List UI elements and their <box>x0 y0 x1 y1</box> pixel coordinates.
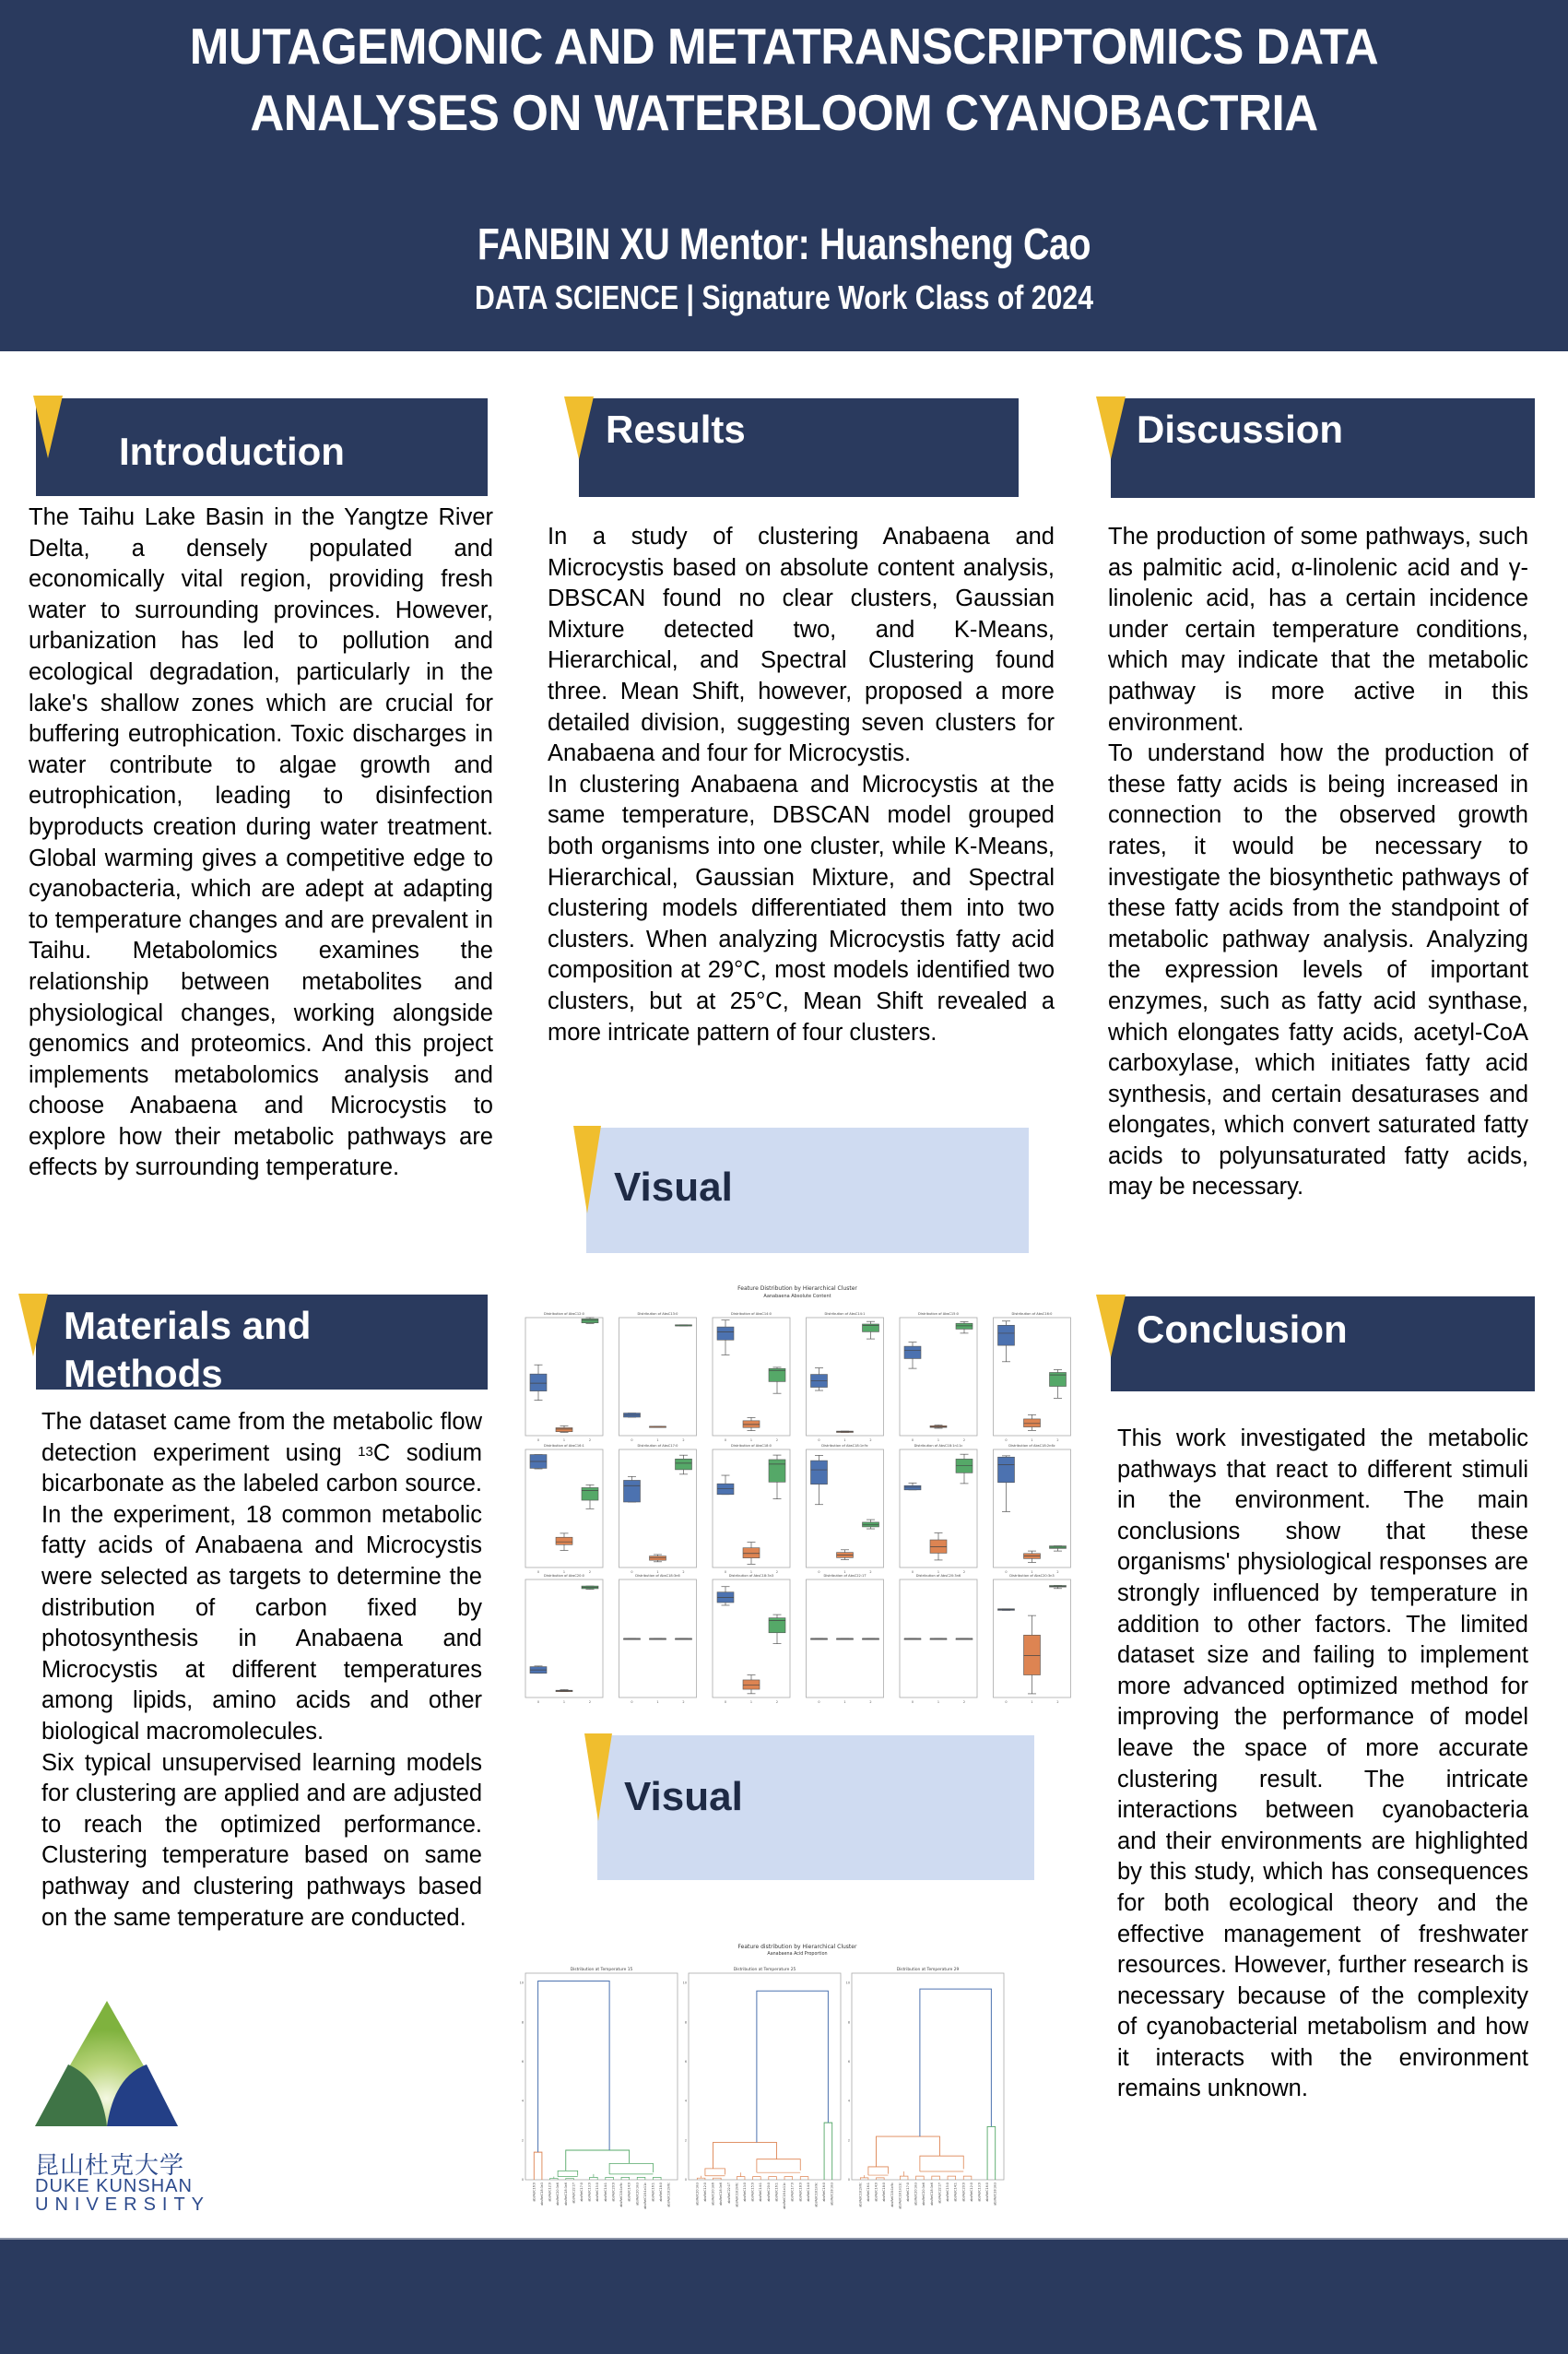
leaf-label: absRelC18:1n11c <box>898 2182 902 2209</box>
panel-title: Distribution of AbsC14:0 <box>731 1312 772 1316</box>
box-cluster-1 <box>1024 1419 1041 1427</box>
y-tick-label: 2 <box>521 2138 524 2143</box>
box-cluster-2 <box>1050 1372 1067 1386</box>
boxplot-panel <box>900 1574 977 1704</box>
box-cluster-0 <box>624 1480 641 1502</box>
x-tick-label: 0 <box>1005 1700 1008 1704</box>
panel-title: Distribution at Temperature 29 <box>896 1968 960 1972</box>
panel-title: Distribution of AbsC12:0 <box>544 1312 584 1316</box>
boxplot-panel <box>900 1444 977 1574</box>
leaf-label: absRelC18:0 <box>798 2182 803 2202</box>
results-heading-bar <box>579 398 1019 497</box>
leaf-label: absRelC20:0 <box>766 2182 771 2202</box>
y-tick-label: 6 <box>521 2060 524 2064</box>
x-tick-label: 2 <box>1056 1438 1059 1442</box>
visual-heading-bar-2 <box>597 1735 1034 1880</box>
gold-flag-icon <box>1096 396 1126 459</box>
leaf-label: absRelC22:1T <box>937 2182 942 2204</box>
x-tick-label: 0 <box>818 1700 820 1704</box>
leaf-label: absRelC12:0 <box>702 2182 707 2202</box>
methods-heading-line-1: Materials and <box>64 1304 312 1347</box>
leaf-label: absRelC14:0 <box>806 2182 810 2202</box>
x-tick-label: 1 <box>562 1570 566 1574</box>
x-tick-label: 2 <box>869 1438 872 1442</box>
leaf-label: absRelC17:0 <box>579 2182 584 2202</box>
box-cluster-0 <box>530 1374 547 1390</box>
conclusion-heading-bar <box>1111 1296 1535 1391</box>
x-tick-label: 2 <box>775 1570 779 1574</box>
introduction-heading: Introduction <box>119 430 345 473</box>
y-tick-label: 0 <box>684 2178 687 2182</box>
panel-frame <box>689 1973 841 2180</box>
leaf-label: absRelC17:0 <box>905 2182 910 2202</box>
leaf-label: absRelC18:3n3 <box>830 2182 834 2206</box>
panel-title: Distribution at Temperature 15 <box>570 1968 633 1972</box>
x-tick-label: 1 <box>937 1570 940 1574</box>
leaf-label: absRelC16:0 <box>532 2182 536 2202</box>
x-tick-label: 2 <box>682 1438 685 1442</box>
panel-title: Distribution of AbsC17:0 <box>637 1444 678 1448</box>
panel-title: Distribution of AbsC15:0 <box>918 1312 959 1316</box>
x-tick-label: 2 <box>1056 1570 1059 1574</box>
y-tick-label: 6 <box>847 2060 850 2064</box>
box-cluster-0 <box>811 1461 828 1485</box>
x-tick-label: 2 <box>588 1700 592 1704</box>
boxplot-panel <box>525 1312 603 1442</box>
gold-flag-icon <box>573 1126 601 1213</box>
panel-frame <box>852 1973 1004 2180</box>
leaf-label: absRelC18:0 <box>659 2182 664 2202</box>
conclusion-text: This work investigated the metabolic pathways that react to different stimuli in the environment. The main conclusions show that these organisms' physiological responses are strongly influenced by temperature in addition to other factors. The limited dataset size and failing to implement more advanced optimized method for improving the performance of model leave the space of more accurate clustering result. The intricate interactions between cyanobacteria and their environments are highlighted by this study, which has consequences for both ecological theory and the effective management of freshwater resources. However, further research is necessary because of the complexity of cyanobacterial metabolism and how it interacts with the environment remains unknown. <box>1117 1425 1528 2102</box>
leaf-label: absRelC18:2n6c <box>735 2182 739 2207</box>
panel-frame <box>900 1318 977 1436</box>
boxplot-panel <box>525 1574 603 1704</box>
y-tick-label: 0 <box>521 2178 524 2182</box>
logo-english-line-2: UNIVERSITY <box>35 2194 211 2215</box>
results-heading: Results <box>606 408 746 451</box>
y-tick-label: 10 <box>682 1981 687 1985</box>
box-cluster-2 <box>582 1487 598 1500</box>
x-tick-label: 2 <box>775 1438 779 1442</box>
methods-paragraph-1: The dataset came from the metabolic flow detection experiment using $^{13}$C sodium bicarbonate as the labeled carbon source. In the experiment, 18 common metabolic fatty acids of Anabaena and Microcystis were selected as targets to determine the distribution of carbon fixed by photosynthesis in Anabaena and Microcystis at different temperatures among lipids, amino acids and other biological macromolecules. <box>41 1409 482 1745</box>
leaf-label: absRelC18:3n6 <box>563 2182 568 2206</box>
leaf-label: absRelC20:3n3 <box>695 2182 700 2206</box>
panel-title: Distribution of AbsC18:2n6c <box>1008 1444 1055 1448</box>
methods-text <box>41 1407 482 1934</box>
results-text <box>548 522 1055 1048</box>
box-cluster-2 <box>956 1323 973 1329</box>
boxplot-panel <box>619 1574 697 1704</box>
mountain-logo-icon <box>35 2001 192 2139</box>
x-tick-label: 1 <box>656 1700 659 1704</box>
gold-flag-icon <box>33 396 63 458</box>
leaf-label: absRelC20:3n3 <box>914 2182 918 2206</box>
panel-frame <box>525 1579 603 1697</box>
poster-header <box>0 0 1568 351</box>
x-tick-label: 0 <box>536 1570 540 1574</box>
introduction-text: The Taihu Lake Basin in the Yangtze River Delta, a densely populated and economically vital region, providing fresh water to surrounding provinces. However, urbanization has led to pollution and ecological degradation, particularly in the lake's shallow zones which are crucial for buffering eutrophication. Toxic discharges in water contribute to algae growth and eutrophication, leading to disinfection byproducts creation during water treatment. Global warming gives a competitive edge to cyanobacteria, which are adept at adapting to temperature changes and are prevalent in Taihu. Metabolomics examines the relationship between metabolites and physiological changes, working alongside genomics and proteomics. And this project implements metabolomics analysis and choose Anabaena and Microcystis to explore how their metabolic pathways are effects by surrounding temperature. <box>29 504 493 1181</box>
discussion-paragraph-2: To understand how the production of these fatty acids is being increased in connection to the observed growth rates, it would be necessary to investigate the biosynthetic pathways of these fatty acids from the standpoint of metabolic pathway analysis. Analyzing the expression levels of important enzymes, such as fatty acid synthase, which elongates fatty acids, acetyl-CoA carboxylase, which initiates fatty acid synthesis, and certain desaturases and elongates, which convert saturated fatty acids to polyunsaturated fatty acids, may be necessary. <box>1108 740 1528 1201</box>
boxplot-panel <box>807 1574 884 1704</box>
x-tick-label: 1 <box>937 1700 940 1704</box>
leaf-label: absRelC15:0 <box>750 2182 755 2202</box>
chart-title: Feature Distribution by Hierarchical Cluster <box>737 1285 857 1292</box>
y-tick-label: 8 <box>521 2020 524 2025</box>
x-tick-label: 0 <box>911 1438 914 1442</box>
boxplot-panel <box>619 1444 697 1574</box>
y-tick-label: 10 <box>519 1981 524 1985</box>
leaf-label: absRelC16:1 <box>774 2182 779 2202</box>
conclusion-heading: Conclusion <box>1137 1307 1348 1351</box>
x-tick-label: 1 <box>656 1570 659 1574</box>
leaf-label: absRelC18:2n6c <box>666 2182 671 2207</box>
x-tick-label: 2 <box>682 1700 685 1704</box>
leaf-label: absRelC16:1 <box>866 2182 870 2202</box>
leaf-label: absRelC22:1T <box>726 2182 731 2204</box>
boxplot-panel <box>807 1312 884 1442</box>
y-tick-label: 4 <box>521 2099 524 2103</box>
boxplot-panel <box>713 1312 790 1442</box>
discussion-heading: Discussion <box>1137 408 1344 451</box>
boxplot-figure <box>516 1277 1079 1704</box>
poster-title <box>55 13 1514 146</box>
logo-english-line-1: DUKE KUNSHAN <box>35 2176 193 2196</box>
boxplot-panel <box>807 1444 884 1574</box>
leaf-label: absRelC14:1 <box>953 2182 958 2202</box>
leaf-label: absRelC18:3n3 <box>993 2182 997 2206</box>
results-paragraph-1: In a study of clustering Anabaena and Microcystis based on absolute content analysis, DBSCAN found no clear clusters, Gaussian Mixture detected two, and K-Means, Hierarchical, and Spectral Clustering found three. Mean Shift, however, proposed a more detailed division, suggesting seven clusters for Anabaena and four for Microcystis. <box>548 524 1055 767</box>
panel-title: Distribution of AbsC13:0 <box>637 1312 678 1316</box>
boxplot-panel <box>713 1444 790 1574</box>
box-cluster-2 <box>582 1319 598 1322</box>
discussion-text <box>1108 522 1528 1203</box>
x-tick-label: 0 <box>911 1570 914 1574</box>
x-tick-label: 1 <box>749 1570 753 1574</box>
box-cluster-1 <box>556 1537 572 1544</box>
panel-title: Distribution of AbsC18:3n3 <box>728 1574 774 1578</box>
x-tick-label: 1 <box>843 1438 846 1442</box>
y-tick-label: 2 <box>847 2138 850 2143</box>
box-cluster-1 <box>1024 1635 1041 1674</box>
box-cluster-0 <box>717 1327 734 1340</box>
logo-chinese-name: 昆山杜克大学 <box>35 2152 185 2180</box>
leaf-label: absRelC16:1 <box>651 2182 655 2202</box>
discussion-paragraph-1: The production of some pathways, such as palmitic acid, α-linolenic acid and γ-linolenic acid, has a certain incidence under certain temperature conditions, which may indicate that the metabolic pathway is more active in this environment. <box>1108 524 1528 736</box>
chart-title: Feature distribution by Hierarchical Cluster <box>737 1944 857 1950</box>
leaf-label: absRelC18:1n9c <box>890 2182 894 2207</box>
results-paragraph-2: In clustering Anabaena and Microcystis at the same temperature, DBSCAN model grouped both organisms into one cluster, while K-Means, Hierarchical, Gaussian Mixture, and Spectral clustering models differentiated them into two clusters. When analyzing Microcystis fatty acid composition at 29°C, most models identified two clusters, but at 25°C, Mean Shift revealed a more intricate pattern of four clusters. <box>548 771 1055 1046</box>
y-tick-label: 2 <box>684 2138 687 2143</box>
leaf-label: absRelC20:0 <box>961 2182 966 2202</box>
box-cluster-2 <box>676 1459 692 1470</box>
program-line: DATA SCIENCE | Signature Work Class of 2024 <box>474 278 1094 316</box>
chart-subtitle: Aanabaena Acid Proportion <box>767 1952 828 1957</box>
box-cluster-0 <box>998 1457 1015 1483</box>
title-line-1: MUTAGEMONIC AND METATRANSCRIPTOMICS DATA <box>189 18 1379 75</box>
x-tick-label: 0 <box>631 1438 633 1442</box>
x-tick-label: 2 <box>962 1570 966 1574</box>
y-tick-label: 0 <box>847 2178 850 2182</box>
x-tick-label: 2 <box>775 1700 779 1704</box>
leaf-label: absRelC13:0 <box>977 2182 982 2202</box>
leaf-label: absRelC14:1 <box>759 2182 763 2202</box>
visual-heading-bar-1 <box>586 1128 1029 1253</box>
x-tick-label: 0 <box>631 1700 633 1704</box>
x-tick-label: 1 <box>562 1438 566 1442</box>
gold-flag-icon <box>584 1733 612 1821</box>
box-cluster-2 <box>769 1460 785 1482</box>
boxplot-panel <box>619 1312 697 1442</box>
leaf-label: absRelC16:0 <box>822 2182 827 2202</box>
y-tick-label: 8 <box>684 2020 687 2025</box>
x-tick-label: 0 <box>1005 1438 1008 1442</box>
leaf-label: absRelC15:0 <box>595 2182 600 2202</box>
leaf-label: absRelC14:1 <box>603 2182 607 2202</box>
leaf-label: absRelC15:0 <box>946 2182 950 2202</box>
dendrogram-figure <box>516 1922 1088 2218</box>
x-tick-label: 1 <box>749 1700 753 1704</box>
panel-frame <box>619 1318 697 1436</box>
box-cluster-1 <box>556 1427 572 1431</box>
methods-heading-bar <box>36 1295 488 1395</box>
panel-title: Distribution of AbsC18:1n11c <box>914 1444 963 1448</box>
dendrogram-panel <box>520 1967 678 2209</box>
x-tick-label: 2 <box>1056 1700 1059 1704</box>
leaf-label: absRelC20:0 <box>611 2182 616 2202</box>
leaf-label: absRelC20:3n6 <box>556 2182 560 2206</box>
visual-heading-2: Visual <box>624 1774 743 1819</box>
boxplot-panel <box>900 1312 977 1442</box>
leaf-label: absRelC18:3n6 <box>719 2182 724 2206</box>
leaf-label: absRelC18:1n9c <box>814 2182 819 2207</box>
panel-title: Distribution of AbsC14:1 <box>824 1312 866 1316</box>
x-tick-label: 2 <box>869 1700 872 1704</box>
gold-flag-icon <box>1096 1295 1126 1357</box>
discussion-heading-bar <box>1111 398 1535 498</box>
panel-title: Distribution of AbsC20:0 <box>544 1574 584 1578</box>
methods-heading <box>64 1302 311 1398</box>
leaf-label: absRelC18:1n9c <box>619 2182 624 2207</box>
panel-title: Distribution of AbsC22:1T <box>823 1574 867 1578</box>
author-line: FANBIN XU Mentor: Huansheng Cao <box>477 220 1091 269</box>
leaf-label: absRelC20:3n3 <box>635 2182 640 2206</box>
boxplot-panel <box>525 1444 603 1574</box>
x-tick-label: 0 <box>724 1438 727 1442</box>
introduction-heading-bar <box>36 398 488 496</box>
panel-title: Distribution of AbsC18:1n9c <box>821 1444 868 1448</box>
x-tick-label: 0 <box>724 1700 727 1704</box>
leaf-label: absRelC13:0 <box>742 2182 747 2202</box>
x-tick-label: 1 <box>1031 1700 1033 1704</box>
x-tick-label: 0 <box>631 1570 633 1574</box>
box-cluster-2 <box>956 1459 973 1473</box>
poster-footer <box>0 2238 1568 2354</box>
methods-heading-line-2: Methods <box>64 1352 223 1395</box>
boxplot-panel <box>994 1574 1071 1704</box>
x-tick-label: 1 <box>562 1700 566 1704</box>
box-cluster-0 <box>904 1485 921 1490</box>
university-logo <box>35 2001 211 2215</box>
leaf-label: absRelC13:0 <box>587 2182 592 2202</box>
leaf-label: absRelC14:0 <box>627 2182 631 2202</box>
x-tick-label: 1 <box>843 1700 846 1704</box>
gold-flag-icon <box>18 1294 48 1356</box>
box-cluster-0 <box>904 1346 921 1358</box>
panel-title: Distribution of AbsC18:3n6 <box>635 1574 680 1578</box>
gold-flag-icon <box>564 396 594 459</box>
title-line-2: ANALYSES ON WATERBLOOM CYANOBACTRIA <box>250 84 1318 141</box>
x-tick-label: 0 <box>536 1700 540 1704</box>
leaf-label: absRelC20:3n6 <box>711 2182 715 2206</box>
boxplot-panel <box>994 1444 1071 1574</box>
leaf-label: absRelC18:2n6c <box>858 2182 863 2207</box>
x-tick-label: 0 <box>724 1570 727 1574</box>
box-cluster-0 <box>998 1325 1015 1345</box>
y-tick-label: 10 <box>845 1981 850 1985</box>
leaf-label: absRelC18:3n6 <box>929 2182 934 2206</box>
x-tick-label: 2 <box>588 1438 592 1442</box>
visual-heading-1: Visual <box>614 1165 733 1210</box>
x-tick-label: 1 <box>749 1438 753 1442</box>
x-tick-label: 0 <box>536 1438 540 1442</box>
boxplot-panel <box>994 1312 1071 1442</box>
dendrogram-panel <box>683 1967 841 2209</box>
panel-title: Distribution of AbsC16:1 <box>544 1444 584 1448</box>
x-tick-label: 1 <box>937 1438 940 1442</box>
leaf-label: absRelC18:1n11c <box>783 2182 787 2209</box>
leaf-label: absRelC22:1T <box>572 2182 576 2204</box>
methods-paragraph-2: Six typical unsupervised learning models for clustering are applied and are adjusted to reach the optimized performance. Clustering temperature based on same pathway and clustering pathways based on the same temperature are conducted. <box>41 1749 482 1931</box>
y-tick-label: 8 <box>847 2020 850 2025</box>
boxplot-panel <box>713 1574 790 1704</box>
y-tick-label: 4 <box>684 2099 687 2103</box>
y-tick-label: 6 <box>684 2060 687 2064</box>
panel-title: Distribution of AbsC20:3n6 <box>915 1574 961 1578</box>
leaf-label: absRelC20:3n6 <box>922 2182 926 2206</box>
leaf-label: absRelC18:1n11c <box>643 2182 647 2209</box>
chart-subtitle: Aanabaena Absolute Content <box>763 1294 831 1299</box>
x-tick-label: 1 <box>843 1570 846 1574</box>
panel-title: Distribution of AbsC18:0 <box>731 1444 772 1448</box>
x-tick-label: 2 <box>869 1570 872 1574</box>
panel-title: Distribution of AbsC16:0 <box>1011 1312 1053 1316</box>
box-cluster-2 <box>769 1618 785 1633</box>
panel-frame <box>525 1973 678 2180</box>
dendrogram-panel <box>846 1967 1004 2209</box>
x-tick-label: 2 <box>962 1700 966 1704</box>
box-cluster-1 <box>743 1548 760 1558</box>
panel-title: Distribution at Temperature 25 <box>733 1968 796 1972</box>
x-tick-label: 1 <box>656 1438 659 1442</box>
x-tick-label: 2 <box>588 1570 592 1574</box>
box-cluster-2 <box>863 1522 879 1527</box>
leaf-label: absRelC18:0 <box>882 2182 887 2202</box>
leaf-label: absRelC12:0 <box>969 2182 973 2202</box>
x-tick-label: 0 <box>818 1570 820 1574</box>
leaf-label: absRelC12:0 <box>548 2182 552 2202</box>
leaf-label: absRelC18:3n3 <box>539 2182 544 2206</box>
panel-title: Distribution of AbsC20:3n3 <box>1009 1574 1055 1578</box>
leaf-label: absRelC14:0 <box>874 2182 878 2202</box>
x-tick-label: 1 <box>1031 1570 1033 1574</box>
x-tick-label: 0 <box>911 1700 914 1704</box>
leaf-label: absRelC16:0 <box>985 2182 990 2202</box>
leaf-label: absRelC17:0 <box>790 2182 795 2202</box>
x-tick-label: 0 <box>818 1438 820 1442</box>
x-tick-label: 2 <box>962 1438 966 1442</box>
y-tick-label: 4 <box>847 2099 850 2103</box>
x-tick-label: 1 <box>1031 1438 1033 1442</box>
x-tick-label: 2 <box>682 1570 685 1574</box>
x-tick-label: 0 <box>1005 1570 1008 1574</box>
